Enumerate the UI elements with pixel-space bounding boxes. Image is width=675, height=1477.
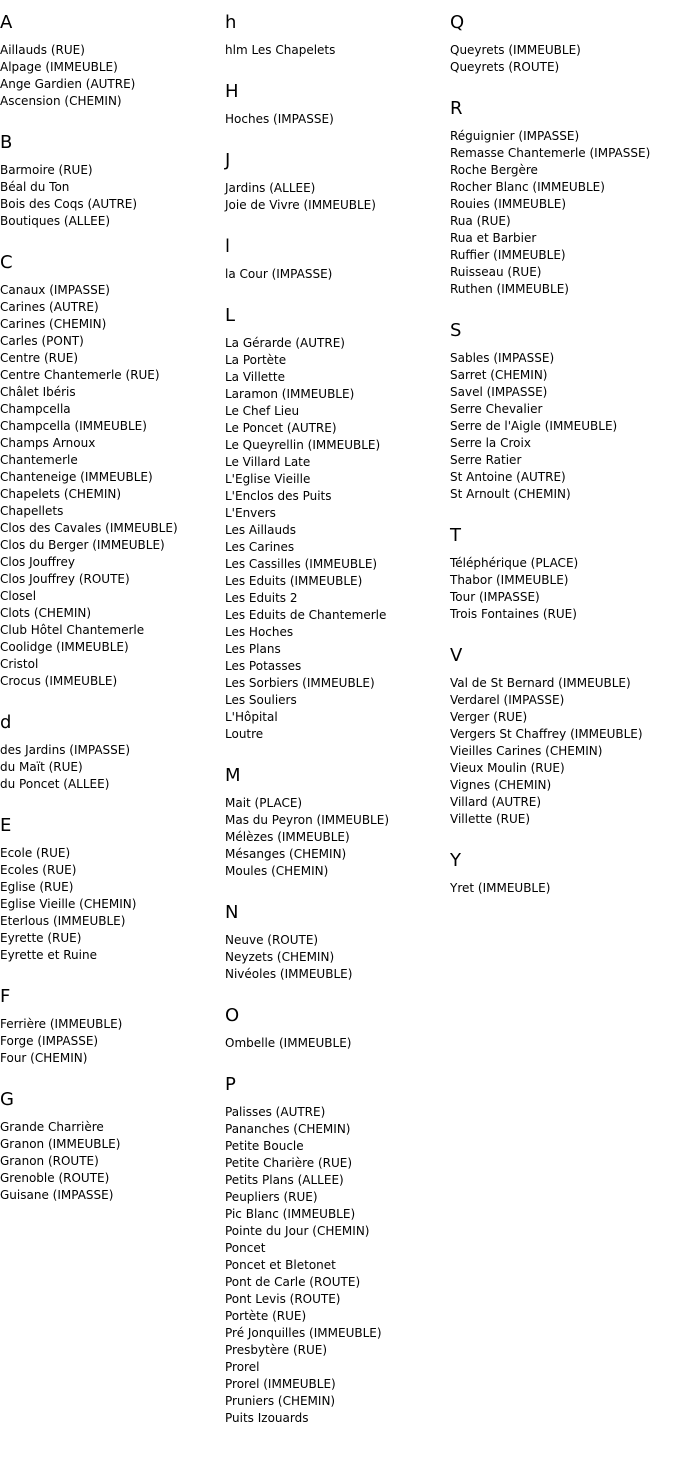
letter-heading: C (0, 252, 13, 273)
street-link[interactable]: Villette (RUE) (450, 812, 531, 826)
street-list (0, 742, 222, 793)
street-list (225, 42, 447, 59)
street-link[interactable]: Peupliers (RUE) (225, 1190, 318, 1204)
letter-group (225, 236, 447, 283)
street-link[interactable]: Portète (RUE) (225, 1309, 307, 1323)
street-list (0, 42, 222, 110)
street-list (0, 1119, 222, 1204)
street-link[interactable]: Téléphérique (PLACE) (450, 556, 579, 570)
letter-heading: R (450, 98, 463, 119)
street-link[interactable]: Ruthen (IMMEUBLE) (450, 282, 569, 296)
street-link[interactable]: Les Sorbiers (IMMEUBLE) (225, 676, 375, 690)
letter-group (0, 712, 222, 793)
street-link[interactable]: Clos Jouffrey (0, 555, 76, 569)
street-link[interactable]: Les Potasses (225, 659, 302, 673)
letter-heading: P (225, 1074, 236, 1095)
letter-group (0, 132, 222, 230)
street-link[interactable]: Le Queyrellin (IMMEUBLE) (225, 438, 381, 452)
street-link[interactable]: du Poncet (ALLEE) (0, 777, 110, 791)
street-link[interactable]: Le Poncet (AUTRE) (225, 421, 337, 435)
letter-heading: H (225, 81, 239, 102)
street-list (0, 1016, 222, 1067)
street-link[interactable]: Grande Charrière (0, 1120, 104, 1134)
street-link[interactable]: Chapellets (0, 504, 64, 518)
street-link[interactable]: Petits Plans (ALLEE) (225, 1173, 344, 1187)
street-link[interactable]: Queyrets (IMMEUBLE) (450, 43, 581, 57)
street-link[interactable]: Ombelle (IMMEUBLE) (225, 1036, 352, 1050)
street-link[interactable]: Boutiques (ALLEE) (0, 214, 110, 228)
street-link[interactable]: Carines (CHEMIN) (0, 317, 107, 331)
street-list (225, 1035, 447, 1052)
street-link[interactable]: Champs Arnoux (0, 436, 96, 450)
street-link[interactable]: Mélèzes (IMMEUBLE) (225, 830, 350, 844)
street-list (225, 335, 447, 743)
street-link[interactable]: Savel (IMPASSE) (450, 385, 548, 399)
street-link[interactable]: Chantemerle (0, 453, 78, 467)
letter-group (225, 1005, 447, 1052)
street-list (225, 180, 447, 214)
street-link[interactable]: Pic Blanc (IMMEUBLE) (225, 1207, 356, 1221)
street-index-column-1 (0, 0, 222, 1226)
street-link[interactable]: Puits Izouards (225, 1411, 309, 1425)
street-link[interactable]: Les Souliers (225, 693, 297, 707)
street-link[interactable]: du Maït (RUE) (0, 760, 83, 774)
street-link[interactable]: La Portète (225, 353, 287, 367)
street-link[interactable]: Sarret (CHEMIN) (450, 368, 548, 382)
street-link[interactable]: Chapelets (CHEMIN) (0, 487, 122, 501)
street-link[interactable]: Thabor (IMMEUBLE) (450, 573, 569, 587)
street-link[interactable]: Ruisseau (RUE) (450, 265, 542, 279)
street-link[interactable]: Pré Jonquilles (IMMEUBLE) (225, 1326, 382, 1340)
street-link[interactable]: Ascension (CHEMIN) (0, 94, 122, 108)
street-link[interactable]: Presbytère (RUE) (225, 1343, 328, 1357)
letter-heading: d (0, 712, 12, 733)
street-link[interactable]: Ruffier (IMMEUBLE) (450, 248, 566, 262)
street-list (225, 266, 447, 283)
letter-heading: Q (450, 12, 465, 33)
street-link[interactable]: Closel (0, 589, 37, 603)
street-link[interactable]: Le Villard Late (225, 455, 311, 469)
street-link[interactable]: Béal du Ton (0, 180, 70, 194)
letter-group (0, 815, 222, 964)
letter-heading: N (225, 902, 239, 923)
street-link[interactable]: Joie de Vivre (IMMEUBLE) (225, 198, 376, 212)
street-link[interactable]: Pananches (CHEMIN) (225, 1122, 351, 1136)
street-link[interactable]: Queyrets (ROUTE) (450, 60, 560, 74)
street-list (225, 1104, 447, 1427)
letter-heading: B (0, 132, 13, 153)
street-link[interactable]: Serre Chevalier (450, 402, 543, 416)
street-link[interactable]: Les Eduits 2 (225, 591, 298, 605)
letter-heading: F (0, 986, 11, 1007)
street-link[interactable]: Crocus (IMMEUBLE) (0, 674, 118, 688)
letter-group (0, 252, 222, 690)
street-link[interactable]: Villard (AUTRE) (450, 795, 542, 809)
street-link[interactable]: Mait (PLACE) (225, 796, 303, 810)
street-list (450, 675, 675, 828)
street-link[interactable]: La Gérarde (AUTRE) (225, 336, 345, 350)
street-list (450, 42, 675, 76)
street-link[interactable]: Serre la Croix (450, 436, 531, 450)
street-link[interactable]: Sables (IMPASSE) (450, 351, 555, 365)
street-link[interactable]: Serre Ratier (450, 453, 522, 467)
street-link[interactable]: Rocher Blanc (IMMEUBLE) (450, 180, 605, 194)
street-link[interactable]: Verger (RUE) (450, 710, 528, 724)
street-list (225, 795, 447, 880)
street-link[interactable]: Ferrière (IMMEUBLE) (0, 1017, 123, 1031)
street-link[interactable]: hlm Les Chapelets (225, 43, 336, 57)
letter-heading: A (0, 12, 13, 33)
street-link[interactable]: Bois des Coqs (AUTRE) (0, 197, 138, 211)
street-link[interactable]: Les Aillauds (225, 523, 296, 537)
street-link[interactable]: Le Chef Lieu (225, 404, 300, 418)
letter-heading: T (450, 525, 461, 546)
street-link[interactable]: St Arnoult (CHEMIN) (450, 487, 571, 501)
street-link[interactable]: Eglise (RUE) (0, 880, 74, 894)
street-link[interactable]: Poncet et Bletonet (225, 1258, 336, 1272)
street-link[interactable]: Trois Fontaines (RUE) (450, 607, 577, 621)
street-list (450, 128, 675, 298)
street-link[interactable]: Clos du Berger (IMMEUBLE) (0, 538, 165, 552)
letter-heading: L (225, 305, 236, 326)
letter-heading: J (225, 150, 231, 171)
letter-group (225, 12, 447, 59)
street-link[interactable]: Clots (CHEMIN) (0, 606, 92, 620)
street-link[interactable]: Chanteneige (IMMEUBLE) (0, 470, 153, 484)
street-link[interactable]: la Cour (IMPASSE) (225, 267, 333, 281)
letter-group (225, 305, 447, 743)
street-link[interactable]: Forge (IMPASSE) (0, 1034, 99, 1048)
letter-heading: S (450, 320, 462, 341)
street-link[interactable]: L'Envers (225, 506, 276, 520)
street-link[interactable]: Les Eduits de Chantemerle (225, 608, 387, 622)
street-link[interactable]: Verdarel (IMPASSE) (450, 693, 565, 707)
street-link[interactable]: Les Carines (225, 540, 295, 554)
street-link[interactable]: Clos des Cavales (IMMEUBLE) (0, 521, 178, 535)
street-link[interactable]: Prorel (IMMEUBLE) (225, 1377, 336, 1391)
street-link[interactable]: Carles (PONT) (0, 334, 84, 348)
street-link[interactable]: Canaux (IMPASSE) (0, 283, 110, 297)
letter-group (450, 645, 675, 828)
street-link[interactable]: Loutre (225, 727, 264, 741)
street-link[interactable]: Club Hôtel Chantemerle (0, 623, 145, 637)
letter-group (450, 850, 675, 897)
street-link[interactable]: Palisses (AUTRE) (225, 1105, 326, 1119)
letter-group (225, 150, 447, 214)
street-link[interactable]: Pont de Carle (ROUTE) (225, 1275, 361, 1289)
street-link[interactable]: Ange Gardien (AUTRE) (0, 77, 136, 91)
street-link[interactable]: L'Eglise Vieille (225, 472, 311, 486)
street-list (0, 282, 222, 690)
street-link[interactable]: Neyzets (CHEMIN) (225, 950, 335, 964)
street-link[interactable]: St Antoine (AUTRE) (450, 470, 566, 484)
street-link[interactable]: Ecoles (RUE) (0, 863, 77, 877)
letter-heading: l (225, 236, 231, 257)
letter-heading: E (0, 815, 12, 836)
street-link[interactable]: La Villette (225, 370, 285, 384)
street-link[interactable]: Eterlous (IMMEUBLE) (0, 914, 126, 928)
street-link[interactable]: Petite Boucle (225, 1139, 304, 1153)
street-link[interactable]: Réguignier (IMPASSE) (450, 129, 580, 143)
street-link[interactable]: Rouies (IMMEUBLE) (450, 197, 567, 211)
letter-group (450, 98, 675, 298)
street-link[interactable]: Eglise Vieille (CHEMIN) (0, 897, 137, 911)
letter-group (0, 986, 222, 1067)
letter-group (450, 525, 675, 623)
street-link[interactable]: Centre (RUE) (0, 351, 79, 365)
street-link[interactable]: Cristol (0, 657, 39, 671)
street-index-column-3 (450, 0, 675, 919)
street-link[interactable]: L'Hôpital (225, 710, 278, 724)
street-link[interactable]: Carines (AUTRE) (0, 300, 99, 314)
street-link[interactable]: Vignes (CHEMIN) (450, 778, 552, 792)
street-list (450, 350, 675, 503)
street-list (225, 111, 447, 128)
street-link[interactable]: Champcella (0, 402, 71, 416)
street-link[interactable]: Yret (IMMEUBLE) (450, 881, 551, 895)
street-link[interactable]: Moules (CHEMIN) (225, 864, 329, 878)
letter-heading: V (450, 645, 463, 666)
street-list (225, 932, 447, 983)
street-link[interactable]: Pont Levis (ROUTE) (225, 1292, 341, 1306)
street-link[interactable]: Rua et Barbier (450, 231, 537, 245)
letter-group (225, 1074, 447, 1427)
street-link[interactable]: Les Plans (225, 642, 281, 656)
street-link[interactable]: Clos Jouffrey (ROUTE) (0, 572, 130, 586)
street-link[interactable]: Neuve (ROUTE) (225, 933, 319, 947)
letter-heading: G (0, 1089, 14, 1110)
street-link[interactable]: Grenoble (ROUTE) (0, 1171, 110, 1185)
street-link[interactable]: Eyrette et Ruine (0, 948, 97, 962)
letter-group (450, 12, 675, 76)
letter-group (225, 902, 447, 983)
street-link[interactable]: Remasse Chantemerle (IMPASSE) (450, 146, 651, 160)
street-link[interactable]: des Jardins (IMPASSE) (0, 743, 131, 757)
street-link[interactable]: Aillauds (RUE) (0, 43, 85, 57)
street-link[interactable]: Laramon (IMMEUBLE) (225, 387, 355, 401)
street-link[interactable]: Prorel (225, 1360, 260, 1374)
street-link[interactable]: Petite Charière (RUE) (225, 1156, 353, 1170)
street-link[interactable]: Vergers St Chaffrey (IMMEUBLE) (450, 727, 643, 741)
street-link[interactable]: Vieux Moulin (RUE) (450, 761, 565, 775)
street-link[interactable]: Rua (RUE) (450, 214, 511, 228)
street-link[interactable]: Pointe du Jour (CHEMIN) (225, 1224, 370, 1238)
street-link[interactable]: Serre de l'Aigle (IMMEUBLE) (450, 419, 618, 433)
street-list (0, 162, 222, 230)
street-link[interactable]: Alpage (IMMEUBLE) (0, 60, 118, 74)
letter-group (0, 1089, 222, 1204)
street-link[interactable]: Ecole (RUE) (0, 846, 71, 860)
letter-heading: Y (450, 850, 461, 871)
street-link[interactable]: Hoches (IMPASSE) (225, 112, 334, 126)
street-link[interactable]: Mas du Peyron (IMMEUBLE) (225, 813, 390, 827)
street-link[interactable]: Val de St Bernard (IMMEUBLE) (450, 676, 631, 690)
street-link[interactable]: Guisane (IMPASSE) (0, 1188, 114, 1202)
letter-heading: O (225, 1005, 240, 1026)
street-link[interactable]: Champcella (IMMEUBLE) (0, 419, 147, 433)
street-link[interactable]: Granon (ROUTE) (0, 1154, 99, 1168)
street-link[interactable]: Coolidge (IMMEUBLE) (0, 640, 129, 654)
street-link[interactable]: Nivéoles (IMMEUBLE) (225, 967, 353, 981)
street-link[interactable]: Jardins (ALLEE) (225, 181, 316, 195)
street-link[interactable]: Granon (IMMEUBLE) (0, 1137, 121, 1151)
letter-heading: h (225, 12, 237, 33)
street-link[interactable]: Four (CHEMIN) (0, 1051, 88, 1065)
street-link[interactable]: Tour (IMPASSE) (450, 590, 540, 604)
letter-group (450, 320, 675, 503)
street-list (0, 845, 222, 964)
street-link[interactable]: Les Eduits (IMMEUBLE) (225, 574, 363, 588)
letter-heading: M (225, 765, 241, 786)
letter-group (0, 12, 222, 110)
street-link[interactable]: Poncet (225, 1241, 266, 1255)
street-link[interactable]: Les Cassilles (IMMEUBLE) (225, 557, 378, 571)
street-link[interactable]: Mésanges (CHEMIN) (225, 847, 347, 861)
street-link[interactable]: Châlet Ibéris (0, 385, 76, 399)
street-link[interactable]: Centre Chantemerle (RUE) (0, 368, 160, 382)
street-link[interactable]: Eyrette (RUE) (0, 931, 82, 945)
street-link[interactable]: Barmoire (RUE) (0, 163, 93, 177)
letter-group (225, 81, 447, 128)
street-list (450, 555, 675, 623)
street-index-column-2 (225, 0, 447, 1449)
street-link[interactable]: Les Hoches (225, 625, 294, 639)
street-link[interactable]: Pruniers (CHEMIN) (225, 1394, 336, 1408)
street-link[interactable]: L'Enclos des Puits (225, 489, 332, 503)
letter-group (225, 765, 447, 880)
street-link[interactable]: Vieilles Carines (CHEMIN) (450, 744, 603, 758)
street-list (450, 880, 675, 897)
street-link[interactable]: Roche Bergère (450, 163, 538, 177)
